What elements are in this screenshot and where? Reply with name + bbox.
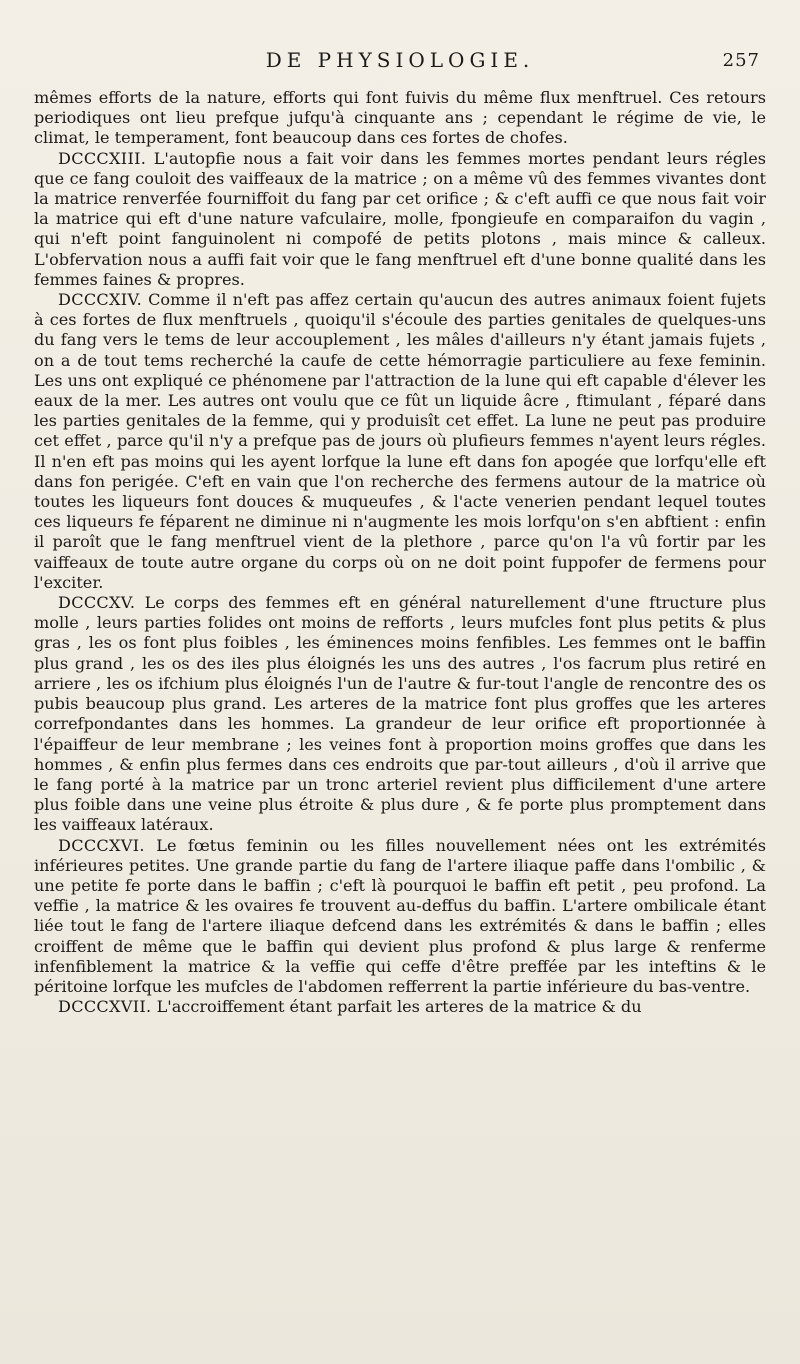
paragraph-continuation xyxy=(34,88,766,149)
paragraph-number: DCCCXIII. xyxy=(58,148,147,168)
body-text xyxy=(34,88,766,1017)
paragraph-text: Le corps des femmes eft en général naturellement d'une ftructure plus molle , leurs parties folides ont moins de refforts , leurs mufcles font plus petits & plus gras , les os font plus foibles , les éminences moins fenfibles. Les femmes ont le baffin plus grand , les os des iles plus éloignés les uns des autres , l'os facrum plus retiré en arriere , les os ifchium plus éloignés l'un de l'autre & fur-tout l'angle de rencontre des os pubis beaucoup plus grand. Les arteres de la matrice font plus groffes que les arteres correfpondantes dans les hommes. La grandeur de leur orifice eft proportionnée à l'épaiffeur de leur membrane ; les veines font à proportion moins groffes que dans les hommes , & enfin plus fermes dans ces endroits que par-tout ailleurs , d'où il arrive que le fang porté à la matrice par un tronc arteriel revient plus difficilement d'une artere plus foible dans une veine plus étroite & plus dure , & fe porte plus promptement dans les vaiffeaux latéraux. xyxy=(34,593,767,835)
paragraph-814 xyxy=(34,290,766,593)
paragraph-number: DCCCXVI. xyxy=(58,835,145,855)
paragraph-816 xyxy=(34,836,766,998)
paragraph-text: L'autopfie nous a fait voir dans les femmes mortes pendant leurs régles que ce fang couloit des vaiffeaux de la matrice ; on a même vû des femmes vivantes dont la matrice renverfée fourniffoit du fang par cet orifice ; & c'eft auffi ce que nous fait voir la matrice qui eft d'une nature vafculaire, molle, fpongieufe en comparaifon du vagin , qui n'eft point fanguinolent ni compofé de petits plotons , mais mince & calleux. L'obfervation nous a auffi fait voir que le fang menftruel eft d'une bonne qualité dans les femmes faines & propres. xyxy=(34,148,766,289)
running-title: DE PHYSIOLOGIE. xyxy=(265,48,535,72)
paragraph-817 xyxy=(34,997,766,1017)
paragraph-number: DCCCXIV. xyxy=(58,290,142,310)
paragraph-number: DCCCXVII. xyxy=(58,997,152,1017)
running-head xyxy=(34,48,766,82)
paragraph-text: Comme il n'eft pas affez certain qu'aucun des autres animaux foient fujets à ces fortes de flux menftruels , quoiqu'il s'écoule des parties genitales de quelques-uns du fang vers le tems de leur accouplement , les mâles d'ailleurs n'y étant jamais fujets , on a de tout tems recherché la caufe de cette hémorragie particuliere au fexe feminin. Les uns ont expliqué ce phénomene par l'attraction de la lune qui eft capable d'élever les eaux de la mer. Les autres ont voulu que ce fût un liquide âcre , ftimulant , féparé dans les parties genitales de la femme, qui y produisît cet effet. La lune ne peut pas produire cet effet , parce qu'il n'y a prefque pas de jours où plufieurs femmes n'ayent leurs régles. Il n'en eft pas moins qui les ayent lorfque la lune eft dans fon apogée que lorfqu'elle eft dans fon perigée. C'eft en vain que l'on recherche des fermens autour de la matrice où toutes les liqueurs font douces & muqueufes , & l'acte venerien pendant lequel toutes ces liqueurs fe féparent ne diminue ni n'augmente les mois lorfqu'on s'en abftient : enfin il paroît que le fang menftruel vient de la plethore , parce qu'on l'a vû fortir par les vaiffeaux de toute autre organe du corps où on ne doit point fuppofer de fermens pour l'exciter. xyxy=(34,290,766,592)
paragraph-number: DCCCXV. xyxy=(58,593,136,613)
page-number: 257 xyxy=(722,50,760,71)
paragraph-813 xyxy=(34,149,766,290)
paragraph-text: Le fœtus feminin ou les filles nouvellement nées ont les extrémités inférieures petites. Une grande partie du fang de l'artere iliaque paffe dans l'ombilic , & une petite fe porte dans le baffin ; c'eft là pourquoi le baffin eft petit , peu profond. La veffie , la matrice & les ovaires fe trouvent au-deffus du baffin. L'artere ombilicale étant liée tout le fang de l'artere iliaque defcend dans les extrémités & dans le baffin ; elles croiffent de même que le baffin qui devient plus profond & plus large & renferme infenfiblement la matrice & la veffie qui ceffe d'être preffée par les inteftins & le péritoine lorfque les mufcles de l'abdomen refferrent la partie inférieure du bas-ventre. xyxy=(34,835,766,996)
paragraph-text: L'accroiffement étant parfait les arteres de la matrice & du xyxy=(156,997,642,1017)
paragraph-text: mêmes efforts de la nature, efforts qui font fuivis du même flux menftruel. Ces retours periodiques ont lieu prefque jufqu'à cinquante ans ; cependant le régime de vie, le climat, le temperament, font beaucoup dans ces fortes de chofes. xyxy=(34,88,766,148)
paragraph-815 xyxy=(34,593,766,835)
